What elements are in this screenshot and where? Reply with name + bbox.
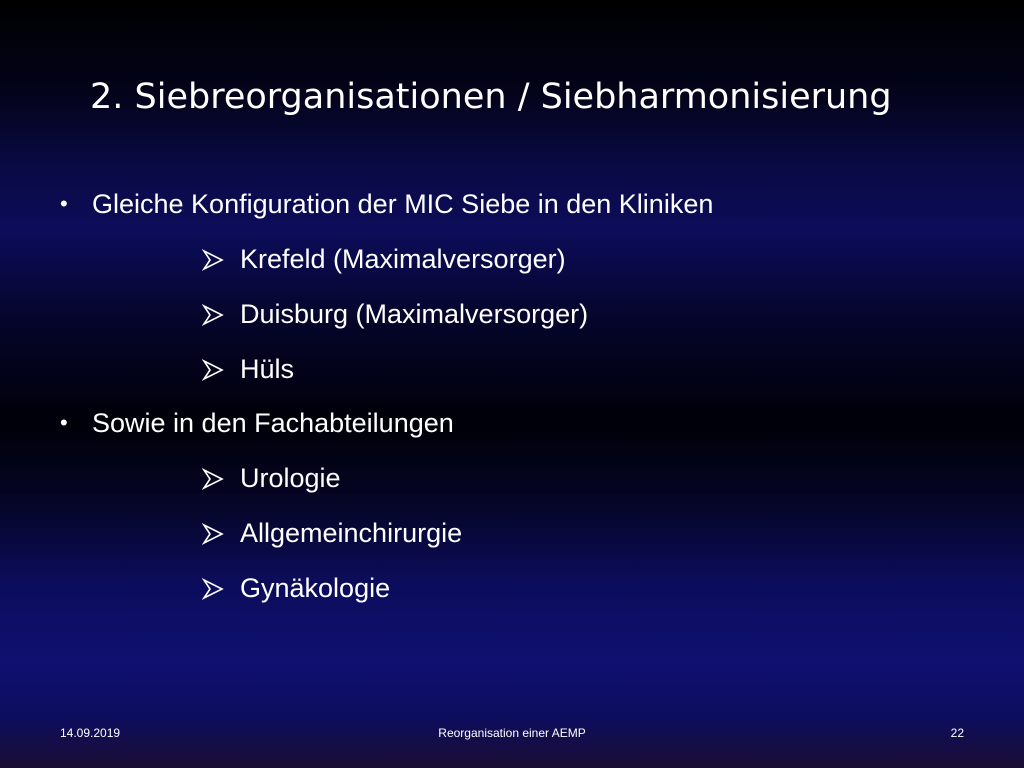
sub-item: Urologie <box>240 463 341 493</box>
arrowhead-bullet-icon <box>202 304 224 326</box>
sub-item: Hüls <box>240 354 295 384</box>
footer-date: 14.09.2019 <box>60 726 121 740</box>
arrowhead-bullet-icon <box>202 468 224 490</box>
bullet-item: Gleiche Konfiguration der MIC Siebe in den Kliniken <box>92 189 714 219</box>
sub-item: Gynäkologie <box>240 573 391 603</box>
arrowhead-bullet-icon <box>202 523 224 545</box>
arrowhead-bullet-icon <box>202 578 224 600</box>
arrowhead-bullet-icon <box>202 359 224 381</box>
sub-item: Duisburg (Maximalversorger) <box>240 299 589 329</box>
slide-title: 2. Siebreorganisationen / Siebharmonisierung <box>90 77 892 117</box>
sub-item: Krefeld (Maximalversorger) <box>240 244 566 274</box>
bullet-item: Sowie in den Fachabteilungen <box>92 408 454 438</box>
footer-title: Reorganisation einer AEMP <box>438 726 586 740</box>
arrowhead-bullet-icon <box>202 249 224 271</box>
bullet-dot-icon: • <box>60 191 68 216</box>
page-number: 22 <box>950 726 964 740</box>
sub-item: Allgemeinchirurgie <box>240 518 463 548</box>
bullet-dot-icon: • <box>60 410 68 435</box>
